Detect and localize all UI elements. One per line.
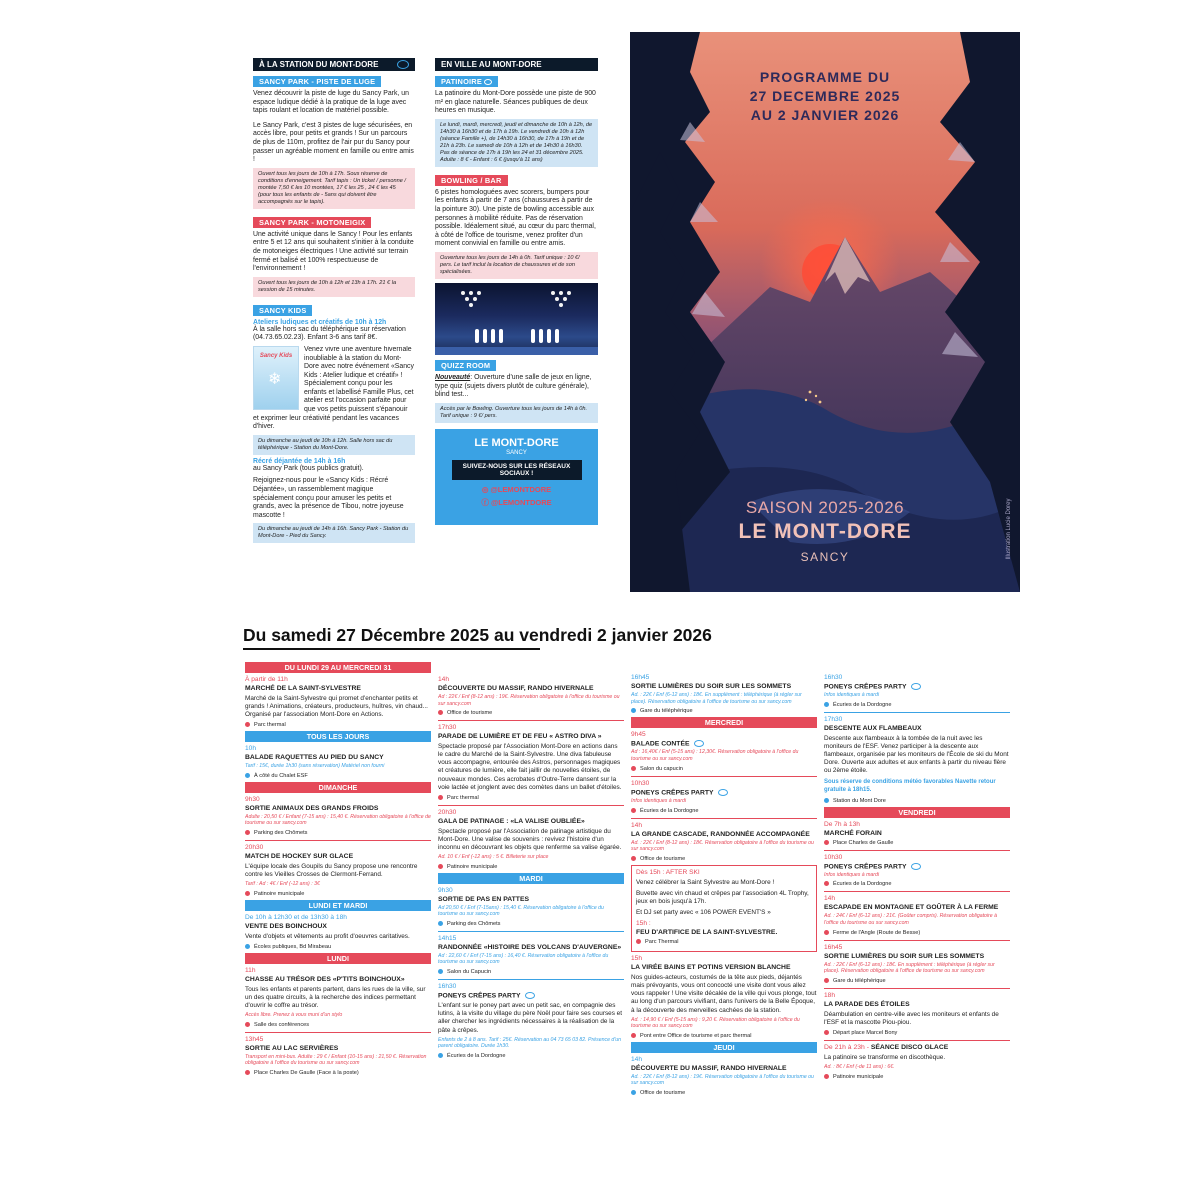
event-time: À partir de 11h [245, 676, 288, 683]
event-location: Parc Thermal [636, 939, 812, 945]
event-location: Parc thermal [438, 795, 624, 801]
pin-icon [245, 1070, 250, 1075]
event-info: Enfants de 2 à 8 ans. Tarif : 25€. Réservation au 04 73 65 03 82. Présence d'un parent obligatoire. Durée 1h30. [438, 1036, 622, 1050]
event-time: 11h [245, 966, 256, 974]
instagram-handle[interactable]: ◎ @LEMONTDORE [481, 484, 552, 494]
after-ski-text: Buvette avec vin chaud et crêpes par l'association 4L Trophy, jeux en bois jusqu'à 17h. [636, 889, 809, 905]
schedule-column-1 [245, 662, 431, 1170]
event-time: 9h45 [631, 731, 646, 739]
motoneige-text: Une activité unique dans le Sancy ! Pour les enfants entre 5 et 12 ans qui souhaitent s'initier à la conduite de motoneiges électriques ! Une activité sur terrain fermé et balisé et 100% respectueuse de l'environnement ! [253, 230, 414, 273]
event-title: BALADE RAQUETTES AU PIED DU SANCY [245, 754, 384, 762]
day-header-lundi-mardi: LUNDI ET MARDI [245, 900, 431, 911]
day-header-mardi: MARDI [438, 873, 624, 884]
event-location: Office de tourisme [438, 710, 624, 716]
pin-icon [245, 773, 250, 778]
event-time: 14h [438, 676, 450, 683]
pin-icon [824, 798, 829, 803]
pin-icon [636, 939, 641, 944]
facebook-handle[interactable]: ⓕ @LEMONTDORE [481, 497, 552, 507]
pin-icon [631, 1033, 636, 1038]
event-location: Salon du capucin [631, 766, 817, 772]
event-location: Patinoire municipale [824, 1074, 1010, 1080]
event-location: Écuries de la Dordogne [438, 1053, 624, 1059]
event-info: Ad : 22€ / Enf (8-12 ans) : 19€. Réservation obligatoire à l'office du tourisme ou sur sancy.com [438, 694, 620, 707]
pin-icon [245, 722, 250, 727]
event-location: Salon du Capucin [438, 969, 624, 975]
event-time: 15h [631, 955, 643, 963]
day-header-vendredi: VENDREDI [824, 807, 1010, 818]
event-info: Ad. 10 € / Enf (-12 ans) : 5 €. Billeterie sur place [438, 854, 549, 861]
event-title: DÉCOUVERTE DU MASSIF, RANDO HIVERNALE [438, 685, 594, 692]
pin-icon [438, 921, 443, 926]
recre-text-1: au Sancy Park (tous publics gratuit). [253, 464, 364, 472]
event-desc: Spectacle proposé par l'Association de patinage artistique du Mont-Dore. Une valise de souvenirs : revivez l'histoire d'un inconnu en découvrant les objets que renferme sa valise égarée. [438, 827, 622, 851]
patinoire-tag: PATINOIRE [435, 76, 498, 87]
event-info: Infos identiques à mardi [631, 797, 687, 804]
pin-icon [245, 1022, 250, 1027]
event-desc: L'enfant sur le poney part avec un petit sac, en compagnie des lutins, à la visite du village du père Noël pour faire ses courses et aller chercher les ingrédients nécessaires à la réalisation de la pâte à crêpes. [438, 1002, 623, 1034]
accessibility-icon [694, 740, 704, 747]
event-desc: Descente aux flambeaux à la tombée de la nuit avec les moniteurs de l'ESF. Venez participer à la descente aux flambeaux, organisée par les moniteurs de l'École de ski du Mont Dore. Ouverte aux adultes et aux enfants à partir du niveau flère ou 2ème étoile. [824, 734, 1009, 775]
luge-tag: SANCY PARK - PISTE DE LUGE [253, 76, 381, 87]
schedule-title: Du samedi 27 Décembre 2025 au vendredi 2 janvier 2026 [243, 625, 712, 645]
event-title: MATCH DE HOCKEY SUR GLACE [245, 853, 354, 861]
event-title: PONEYS CRÊPES PARTY [438, 992, 624, 999]
event-time: 14h15 [438, 934, 457, 942]
accessibility-icon [911, 683, 921, 690]
event-title: MARCHÉ FORAIN [824, 829, 882, 837]
event-location: Écuries de la Dordogne [824, 881, 1010, 887]
pin-icon [824, 1030, 829, 1035]
poster-season: SAISON 2025-2026 [745, 498, 905, 517]
event-desc: Vente d'objets et vêtements au profit d'oeuvres caritatives. [245, 932, 410, 940]
event-location: Patinoire municipale [245, 891, 431, 897]
event-info: Ad : 22,60 € / Enf (7-15 ans) : 16,40 €. Réservation obligatoire à l'office du tourisme ou sur sancy.com [438, 952, 609, 966]
event-location: Salle des conférences [245, 1022, 431, 1028]
pin-icon [824, 1074, 829, 1079]
event-location: À côté du Chalet ESF [245, 773, 431, 779]
luge-text-2: Le Sancy Park, c'est 3 pistes de luge sécurisées, en accès libre, pour petits et grands ! Sur un parcours de plus de 110m, profitez de l'air pur du Sancy pour passer un agréable moment en famille ou entre amis ! [253, 121, 414, 164]
event-title: SORTIE DE PAS EN PATTES [438, 895, 530, 903]
event-title: SORTIE AU LAC SERVIÈRES [245, 1044, 339, 1052]
event-location: Écuries de la Dordogne [631, 808, 817, 814]
event-time: 16h30 [824, 674, 843, 681]
poster-footer [630, 498, 1020, 564]
event-info: Ad 20,50 € / Enf (7-15ans) : 15,40 €. Réservation obligatoire à l'office du tourisme ou sur sancy.com [438, 904, 604, 918]
pin-icon [245, 891, 250, 896]
event-info: Ad. : 22€ / Enf (6-12 ans) : 18€. En supplément : téléphérique (à régler sur place). Réservation obligatoire à l'office de tourisme ou sur sancy.com [631, 692, 802, 705]
event-info: Ad. : 22€ / Enf (6-12 ans) : 18€. En supplément : téléphérique (à régler sur place). Réservation obligatoire à l'office de tourisme ou sur sancy.com [824, 961, 995, 975]
event-title: PONEYS CRÊPES PARTY [631, 789, 817, 796]
bowling-info: Ouverture tous les jours de 14h à 0h. Tarif unique : 10 €/ pers. Le tarif inclut la location de chaussures et de son spécialisées. [435, 252, 598, 279]
ville-column [435, 58, 598, 566]
event-info: Ad. : 22€ / Enf (8-12 ans) : 19€. Réservation obligatoire à l'office du tourisme ou sur sancy.com [631, 1073, 814, 1087]
event-time: 18h [824, 991, 836, 999]
event-location: Patinoire municipale [438, 864, 624, 870]
kids-tag: SANCY KIDS [253, 305, 312, 316]
after-ski-box [631, 865, 817, 952]
poster-town: LE MONT-DORE [738, 520, 912, 543]
event-title: SORTIE ANIMAUX DES GRANDS FROIDS [245, 804, 379, 812]
event-time: 16h45 [631, 674, 650, 681]
sancy-kids-flyer: Sancy Kids ❄ [253, 346, 299, 410]
recre-link[interactable]: Récré déjantée de 14h à 16h [253, 457, 346, 465]
after-ski-text: Et DJ set party avec « 106 POWER EVENT'S » [636, 909, 771, 917]
day-header-dimanche: DIMANCHE [245, 782, 431, 793]
event-info: Adulte : 20,50 € / Enfant (7-15 ans) : 15,40 €. Réservation obligatoire à l'office de tourisme ou sur sancy.com [245, 813, 431, 827]
day-header-lundi-mercredi: DU LUNDI 29 AU MERCREDI 31 [245, 662, 431, 673]
social-sub: SANCY [506, 449, 527, 456]
event-info: Ad : 16,40€ / Enf (5-15 ans) : 12,30€. Réservation obligatoire à l'office du tourisme ou sur sancy.com [631, 749, 799, 763]
event-time: 10h30 [824, 853, 843, 861]
title-underline [243, 648, 540, 650]
fireworks-title: FEU D'ARTIFICE DE LA SAINT-SYLVESTRE. [636, 929, 778, 937]
schedule-column-3 [631, 662, 817, 1170]
pin-icon [245, 944, 250, 949]
event-info: Ad. : 14,90 € / Enf (5-15 ans) : 9,20 €. Réservation obligatoire à l'office du tourisme ou sur sancy.com [631, 1016, 800, 1030]
event-desc: Déambulation en centre-ville avec les moniteurs et enfants de l'ESF et la mascotte Piou-piou. [824, 1010, 999, 1026]
event-location: Écuries de la Dordogne [824, 702, 1010, 708]
event-time: 16h45 [824, 943, 843, 951]
accessibility-icon [718, 789, 728, 796]
globe-icon [484, 79, 492, 85]
luge-text-1: Venez découvrir la piste de luge du Sancy Park, un espace ludique dédié à la pratique de la luge avec tapis roulant et location de matériel possible. [253, 90, 409, 115]
event-location: Office de tourisme [631, 1090, 817, 1096]
event-info: Transport en mini-bus. Adulte : 29 € / Enfant (10-15 ans) : 21,50 €. Réservation obligatoire à l'office du tourisme ou sur sancy.com [245, 1053, 427, 1067]
event-title: PARADE DE LUMIÈRE ET DE FEU « ASTRO DIVA » [438, 733, 602, 741]
event-info: Ad. : 22€ / Enf (8-12 ans) : 18€. Réservation obligatoire à l'office du tourisme ou sur sancy.com [631, 839, 814, 853]
event-location: Pont entre Office de tourisme et parc thermal [631, 1033, 817, 1039]
pin-icon [631, 766, 636, 771]
day-header-tous-les-jours: TOUS LES JOURS [245, 731, 431, 742]
poster-region: SANCY [800, 550, 850, 564]
event-info: Accès libre. Prenez à vous muni d'un stylo [245, 1012, 343, 1019]
event-time: 9h30 [438, 886, 453, 894]
event-time: De 10h à 12h30 et de 13h30 à 18h [245, 913, 347, 921]
quizz-text: : Ouverture d'une salle de jeux en ligne, type quiz (sujets divers plutôt de culture générale), blind test... [435, 373, 592, 399]
event-time: 14h [824, 895, 836, 903]
pin-icon [631, 708, 636, 713]
day-header-mercredi: MERCREDI [631, 717, 817, 728]
after-ski-time: Dès 15h : AFTER SKI [636, 868, 700, 876]
kids-text-1: À la salle hors sac du téléphérique sur réservation (04.73.65.02.23). Enfant 3-6 ans tarif 8€. [253, 325, 406, 342]
event-title: BALADE CONTÉE [631, 740, 817, 747]
event-desc: Marché de la Saint-Sylvestre qui promet d'enchanter petits et grands ! Animations, créateurs, producteurs, huîtres, vin chaud... Organisé par l'association Mont-Dore en Actions. [245, 695, 428, 719]
programme-poster [630, 32, 1020, 592]
event-title: LA GRANDE CASCADE, RANDONNÉE ACCOMPAGNÉE [631, 830, 810, 838]
kids-info-1: Du dimanche au jeudi de 10h à 12h. Salle hors sac du téléphérique - Station du Mont-Dore. [253, 435, 415, 455]
event-time: De 7h à 13h [824, 820, 860, 828]
pin-icon [631, 856, 636, 861]
motoneige-info: Ouvert tous les jours de 10h à 12h et 13h à 17h. 21 € la session de 15 minutes. [253, 277, 415, 297]
after-ski-text: Venez célébrer la Saint Sylvestre au Mont-Dore ! [636, 878, 775, 886]
poster-heading: PROGRAMME DU 27 DECEMBRE 2025 AU 2 JANVIER 2026 [749, 69, 901, 123]
event-title: LA PARADE DES ÉTOILES [824, 1000, 910, 1008]
event-title: De 21h à 23h - SÉANCE DISCO GLACE [824, 1044, 949, 1051]
motoneige-tag: SANCY PARK - MOTONEIGIX [253, 217, 371, 228]
pin-icon [824, 978, 829, 983]
bowling-photo [435, 283, 598, 355]
pin-icon [824, 930, 829, 935]
event-title: VENTE DES BOINCHOUX [245, 922, 327, 930]
event-desc: Nos guides-acteurs, costumés de la tête aux pieds, déjantés mais prévoyants, vous ont concocté une visite dont vous allez vous rappeler ! Une visite décalée de la ville qui vous plonge, tout au long d'un parcours vivifiant, dans l'univers de la Belle Époque, à la découverte des merveilles cachées de la station. [631, 974, 817, 1014]
event-desc: Tous les enfants et parents partent, dans les rues de la ville, sur un des quatre circuits, à la recherche des indices permettant d'ouvrir le coffre au trésor. [245, 985, 426, 1010]
event-title: DESCENTE AUX FLAMBEAUX [824, 724, 922, 732]
pin-icon [438, 864, 443, 869]
event-location: Parking des Chômets [245, 830, 431, 836]
event-location: Départ place Marcel Bony [824, 1030, 1010, 1036]
patinoire-text: La patinoire du Mont-Dore possède une piste de 900 m² en glace naturelle. Séances publiques de deux heures en musique. [435, 90, 596, 115]
quizz-tag: QUIZZ ROOM [435, 360, 496, 371]
event-title: PONEYS CRÊPES PARTY [824, 863, 1010, 870]
event-title: MARCHÉ DE LA SAINT-SYLVESTRE [245, 685, 361, 692]
event-info: Ad. : 8€ / Enf (-de 11 ans) : 6€. [824, 1064, 895, 1071]
pin-icon [824, 840, 829, 845]
event-title: GALA DE PATINAGE : «LA VALISE OUBLIÉE» [438, 817, 585, 825]
pin-icon [438, 1053, 443, 1058]
snowflake-icon: ❄ [268, 370, 282, 388]
event-title: SORTIE LUMIÈRES DU SOIR SUR LES SOMMETS [824, 952, 985, 960]
event-note: Sous réserve de conditions météo favorables Navette retour gratuite à 18h15. [824, 779, 996, 794]
pin-icon [824, 702, 829, 707]
event-location: Gare du téléphérique [631, 708, 817, 714]
event-title: DÉCOUVERTE DU MASSIF, RANDO HIVERNALE [631, 1064, 787, 1072]
globe-icon [397, 60, 409, 69]
ville-header: EN VILLE AU MONT-DORE [435, 58, 598, 71]
pin-icon [824, 881, 829, 886]
instagram-icon: ◎ [481, 484, 491, 494]
event-time: 13h45 [245, 1035, 264, 1043]
pin-icon [631, 808, 636, 813]
bowling-text: 6 pistes homologuées avec scorers, bumpers pour les enfants à partir de 7 ans (chaussures à partir de la pointure 30). Une piste de bowling accessible aux personnes à mobilité réduite. Pas de réservation possible. Idéalement situé, au cœur du parc thermal, à côté de l'office de tourisme, venez profiter d'un moment convivial en famille ou entre amis. [435, 188, 596, 248]
kids-ateliers-link[interactable]: Ateliers ludiques et créatifs de 10h à 12h [253, 318, 387, 326]
event-location: Écoles publiques, Bd Mirabeau [245, 944, 431, 950]
event-title: PONEYS CRÊPES PARTY [824, 683, 1010, 690]
event-time: 14h [631, 821, 643, 829]
event-time: 16h30 [438, 983, 457, 990]
event-title: LA VIRÉE BAINS ET POTINS VERSION BLANCHE [631, 964, 791, 972]
event-title: CHASSE AU TRÉSOR DES «P'TITS BOINCHOUX» [245, 975, 405, 983]
quizz-info: Accès par le Bowling. Ouverture tous les jours de 14h à 0h. Tarif unique : 9 €/ pers. [435, 403, 598, 423]
event-title: ESCAPADE EN MONTAGNE ET GOÛTER À LA FERME [824, 904, 999, 912]
event-location: Ferme de l'Angle (Route de Besse) [824, 930, 1010, 936]
event-location: Parking des Chômets [438, 921, 624, 927]
facebook-icon: ⓕ [481, 497, 491, 507]
event-desc: Spectacle proposé par l'Association Mont-Dore en actions dans le cadre du Marché de la Saint-Sylvestre. Une diva fabuleuse vous accompagne, entourée des Astros, personnages magiques et créatures de lumière, elle fait jaillir de nouvelles étoiles, de nouveaux mondes. Ces acrobates d'Outre-Terre dansent sur la voie lactée et jonglent avec des comètes dans un ballet d'étoiles. [438, 743, 622, 791]
event-title: SORTIE LUMIÈRES DU SOIR SUR LES SOMMETS [631, 683, 792, 690]
schedule-column-2 [438, 662, 624, 1170]
bowling-tag: BOWLING / BAR [435, 175, 508, 186]
event-location: Office de tourisme [631, 856, 817, 862]
kids-text-2: Venez vivre une aventure hivernale inoubliable à la station du Mont-Dore avec notre événement «Sancy Kids : Atelier ludique et créatif» ! Spécialement conçu pour les enfants et labellisé Famille Plus, cet atelier est l'occasion parfaite pour que vos petits puissent s'épanouir et exprimer leur créativité pendant les vacances d'hiver. [253, 345, 414, 431]
event-location: Place Charles de Gaulle [824, 840, 1010, 846]
event-time: 14h [631, 1055, 643, 1063]
recre-text-2: Rejoignez-nous pour le «Sancy Kids : Récré Déjantée», un rassemblement magique spécialement conçu pour amuser les petits et grands, avec la présence de Tibou, notre joyeuse mascotte ! [253, 477, 404, 519]
event-location: Place Charles De Gaulle (Face à la poste) [245, 1070, 431, 1076]
event-info: Tarif : Ad : 4€ / Enf (-12 ans) : 3€ [245, 881, 320, 888]
patinoire-info: Le lundi, mardi, mercredi, jeudi et dimanche de 10h à 12h, de 14h30 à 16h30 et de 17h à 19h. Le vendredi de 10h à 12h (séance Famille +), de 14h30 à 16h30, de 17h à 19h et de 21h à 23h. Le samedi de 10h à 12h et de 14h30 à 16h30. Pas de séance de 17h à 19h les 24 et 31 décembre 2025. Adulte : 8 € - Enfant : 6 € (jusqu'à 11 ans) [435, 119, 598, 167]
pin-icon [245, 830, 250, 835]
social-banner[interactable] [435, 429, 598, 525]
event-time: 17h30 [824, 715, 843, 723]
day-header-jeudi: JEUDI [631, 1042, 817, 1053]
event-location: Parc thermal [245, 722, 431, 728]
day-header-lundi: LUNDI [245, 953, 431, 964]
pin-icon [438, 969, 443, 974]
accessibility-icon [525, 992, 535, 999]
social-brand: LE MONT-DORE [474, 436, 559, 449]
bowling-pins-illustration [435, 283, 598, 355]
event-info: Infos identiques à mardi [824, 692, 880, 699]
pin-icon [631, 1090, 636, 1095]
event-time: 17h30 [438, 724, 457, 732]
event-desc: La patinoire se transforme en discothèque. [824, 1054, 946, 1061]
event-time: 20h30 [245, 844, 264, 852]
event-time: 9h30 [245, 795, 260, 803]
event-time: 10h [245, 745, 257, 753]
poster-credit: Illustration Lucie Dorey [1006, 498, 1012, 560]
event-location: Gare du téléphérique [824, 978, 1010, 984]
station-column [253, 58, 415, 566]
event-location: Station du Mont Dore [824, 798, 1010, 804]
accessibility-icon [911, 863, 921, 870]
fireworks-time: 15h : [636, 920, 651, 928]
kids-info-2: Du dimanche au jeudi de 14h à 16h. Sancy Park - Station du Mont-Dore - Pied du Sancy. [253, 523, 415, 543]
event-time: 20h30 [438, 808, 457, 816]
quizz-new-label: Nouveauté [435, 373, 471, 381]
event-time: 10h30 [631, 779, 650, 787]
event-info: Infos identiques à mardi [824, 871, 880, 878]
station-header: À LA STATION DU MONT-DORE [253, 58, 415, 71]
event-info: Tarif : 15€, durée 1h30 (sans réservation) Matériel non fourni [245, 763, 385, 770]
event-desc: L'équipe locale des Goupils du Sancy propose une rencontre contre les Vieilles Crosses de Clermont-Ferrand. [245, 863, 418, 879]
event-title: RANDONNÉE «HISTOIRE DES VOLCANS D'AUVERGNE» [438, 943, 622, 951]
pin-icon [438, 710, 443, 715]
luge-info: Ouvert tous les jours de 10h à 17h. Sous réserve de conditions d'enneigement. Tarif tapis : Un ticket / personne / montée 7,50 € les 10 montées, 17 € les 25 , 24 € les 45 (pour tous les enfants de - 5ans qui doivent être accompagnés sur le tapis). [253, 168, 415, 209]
social-cta: SUIVEZ-NOUS SUR LES RÉSEAUX SOCIAUX ! [452, 460, 582, 480]
pin-icon [438, 795, 443, 800]
schedule-column-4 [824, 662, 1010, 1170]
event-info: Ad. : 24€ / Enf (6-12 ans) : 21€. (Goûter compris). Réservation obligatoire à l'office du tourisme ou sur sancy.com [824, 913, 998, 927]
